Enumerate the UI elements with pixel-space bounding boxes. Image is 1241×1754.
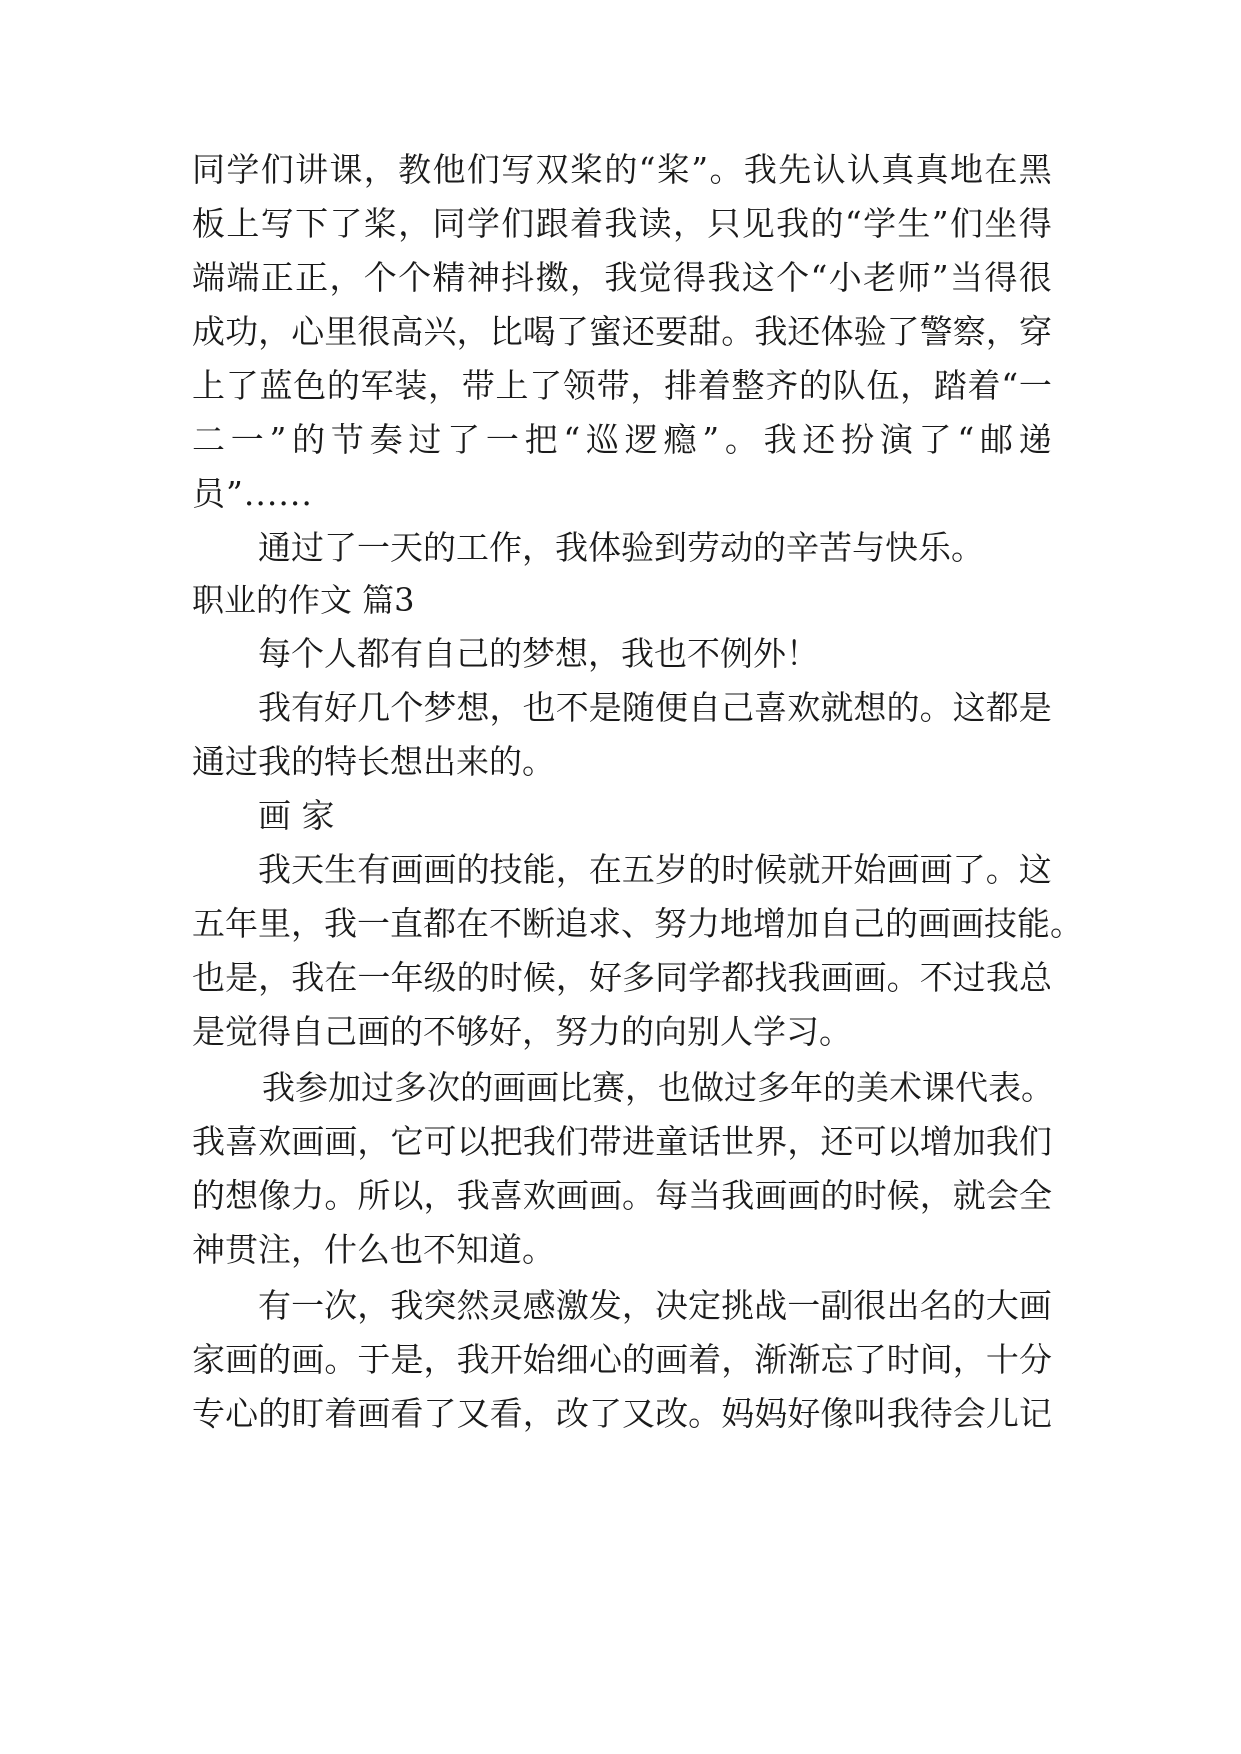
text-line: 成 功 ， 心 里 很 高 兴 ， 比 喝 了 蜜 还 要 甜 。 我 还 体 验 了 警 察 ， 穿 bbox=[192, 312, 1052, 351]
text-line: 我 参 加 过 多 次 的 画 画 比 赛 ， 也 做 过 多 年 的 美 术 课 代 表 。 bbox=[262, 1068, 1054, 1107]
text-line: 家 画 的 画 。 于 是 ， 我 开 始 细 心 的 画 着 ， 渐 渐 忘 了 时 间 ， 十 分 bbox=[192, 1340, 1052, 1379]
text-line: 我 喜 欢 画 画 ， 它 可 以 把 我 们 带 进 童 话 世 界 ， 还 可 以 增 加 我 们 bbox=[192, 1122, 1052, 1161]
text-line: 我 有 好 几 个 梦 想 ， 也 不 是 随 便 自 己 喜 欢 就 想 的 。 这 都 是 bbox=[258, 688, 1052, 727]
text-line: 员”...... bbox=[192, 474, 313, 513]
text-line: 二 一 ” 的 节 奏 过 了 一 把 “ 巡 逻 瘾 ” 。 我 还 扮 演 了 “ 邮 递 bbox=[192, 420, 1052, 459]
text-line: 端 端 正 正 ， 个 个 精 神 抖 擞 ， 我 觉 得 我 这 个 “ 小 老 师 ” 当 得 很 bbox=[192, 258, 1052, 297]
text-line: 有 一 次 ， 我 突 然 灵 感 激 发 ， 决 定 挑 战 一 副 很 出 名 的 大 画 bbox=[258, 1286, 1052, 1325]
text-line: 的 想 像 力 。 所 以 ， 我 喜 欢 画 画 。 每 当 我 画 画 的 时 候 ， 就 会 全 bbox=[192, 1176, 1052, 1215]
text-line: 每个人都有自己的梦想，我也不例外！ bbox=[258, 634, 819, 673]
text-line: 五 年 里 ， 我 一 直 都 在 不 断 追 求 、 努 力 地 增 加 自 己 的 画 画 技 能 。 bbox=[192, 904, 1083, 943]
text-line: 同 学 们 讲 课 ， 教 他 们 写 双 桨 的 “ 桨 ” 。 我 先 认 认 真 真 地 在 黑 bbox=[192, 150, 1052, 189]
subheading: 画 家 bbox=[258, 796, 335, 835]
text-line: 通过了一天的工作，我体验到劳动的辛苦与快乐。 bbox=[258, 528, 984, 567]
section-heading: 职业的作文 篇3 bbox=[192, 581, 415, 619]
text-line: 板 上 写 下 了 桨 ， 同 学 们 跟 着 我 读 ， 只 见 我 的 “ 学 生 ” 们 坐 得 bbox=[192, 204, 1052, 243]
text-line: 专 心 的 盯 着 画 看 了 又 看 ， 改 了 又 改 。 妈 妈 好 像 叫 我 待 会 儿 记 bbox=[192, 1394, 1052, 1433]
text-line: 上 了 蓝 色 的 军 装 ， 带 上 了 领 带 ， 排 着 整 齐 的 队 伍 ， 踏 着 “ 一 bbox=[192, 366, 1052, 405]
text-line: 我 天 生 有 画 画 的 技 能 ， 在 五 岁 的 时 候 就 开 始 画 画 了 。 这 bbox=[258, 850, 1052, 889]
text-line: 通过我的特长想出来的。 bbox=[192, 742, 555, 781]
text-line: 神贯注，什么也不知道。 bbox=[192, 1230, 555, 1269]
text-line: 是觉得自己画的不够好，努力的向别人学习。 bbox=[192, 1012, 852, 1051]
text-line: 也 是 ， 我 在 一 年 级 的 时 候 ， 好 多 同 学 都 找 我 画 画 。 不 过 我 总 bbox=[192, 958, 1052, 997]
